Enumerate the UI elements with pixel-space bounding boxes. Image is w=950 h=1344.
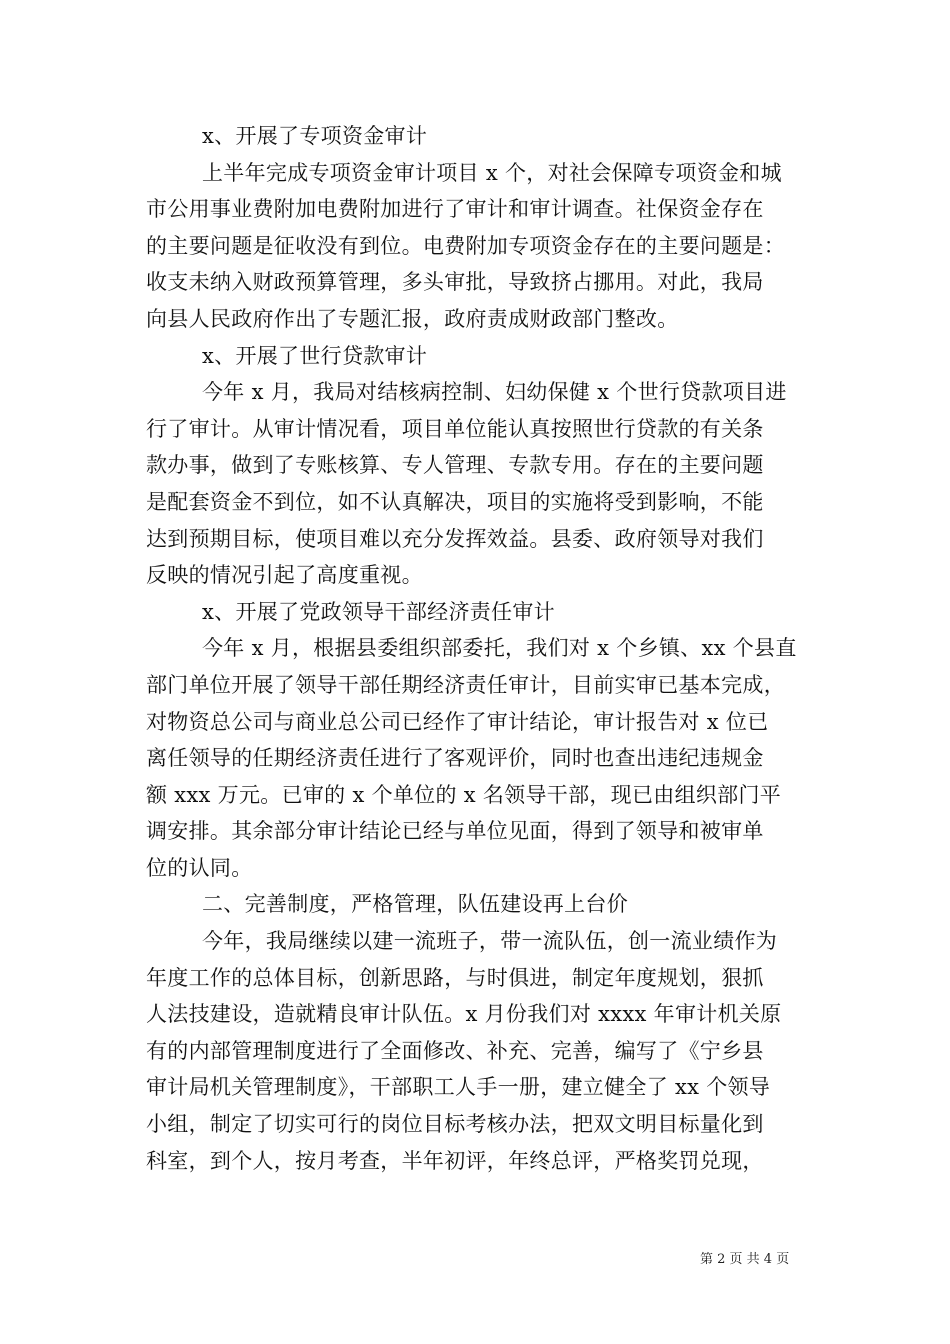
paragraph-economic-responsibility-details: 今年 x 月，根据县委组织部委托，我们对 x 个乡镇、xx 个县直 部门单位开展了领导干部任期经济责任审计，目前实审已基本完成， 对物资总公司与商业总公司已经作了审计结论，审计报告对 x 位已 离任领导的任期经济责任进行了客观评价，同时也查出违纪违规金 额 xxx 万元。已审的 x 个单位的 x 名领导干部，现已由组织部门平 调安排。其余部分审计结论已经与单位见面，得到了领导和被审单 位的认同。 bbox=[146, 636, 797, 880]
heading-economic-responsibility-audit: x、开展了党政领导干部经济责任审计 bbox=[202, 599, 555, 624]
paragraph-team-building-details: 今年，我局继续以建一流班子，带一流队伍，创一流业绩作为 年度工作的总体目标，创新思路，与时俱进，制定年度规划，狠抓 人法技建设，造就精良审计队伍。x 月份我们对 xxxx 年审计机关原 有的内部管理制度进行了全面修改、补充、完善，编写了《宁乡县 审计局机关管理制度》，干部职工人手一册，建立健全了 xx 个领导 小组，制定了切实可行的岗位目标考核办法，把双文明目标量化到 科室，到个人，按月考查，半年初评，年终总评，严格奖罚兑现， bbox=[146, 929, 782, 1173]
paragraph-special-funds-details: 上半年完成专项资金审计项目 x 个，对社会保障专项资金和城 市公用事业费附加电费附加进行了审计和审计调查。社保资金存在 的主要问题是征收没有到位。电费附加专项资金存在的主要问题是： 收支未纳入财政预算管理，多头审批，导致挤占挪用。对此，我局 向县人民政府作出了专题汇报，政府责成财政部门整改。 bbox=[146, 160, 785, 331]
heading-world-bank-loan-audit: x、开展了世行贷款审计 bbox=[202, 343, 428, 368]
heading-special-funds-audit: x、开展了专项资金审计 bbox=[202, 124, 428, 148]
page-number-footer: 第 2 页 共 4 页 bbox=[700, 1252, 790, 1267]
heading-section-two: 二、完善制度，严格管理，队伍建设再上台价 bbox=[202, 892, 628, 917]
document-body bbox=[146, 118, 806, 1179]
paragraph-world-bank-loan-details: 今年 x 月，我局对结核病控制、妇幼保健 x 个世行贷款项目进 行了审计。从审计情况看，项目单位能认真按照世行贷款的有关条 款办事，做到了专账核算、专人管理、专款专用。存在的主要问题 是配套资金不到位，如不认真解决，项目的实施将受到影响，不能 达到预期目标，使项目难以充分发挥效益。县委、政府领导对我们 反映的情况引起了高度重视。 bbox=[146, 380, 787, 588]
